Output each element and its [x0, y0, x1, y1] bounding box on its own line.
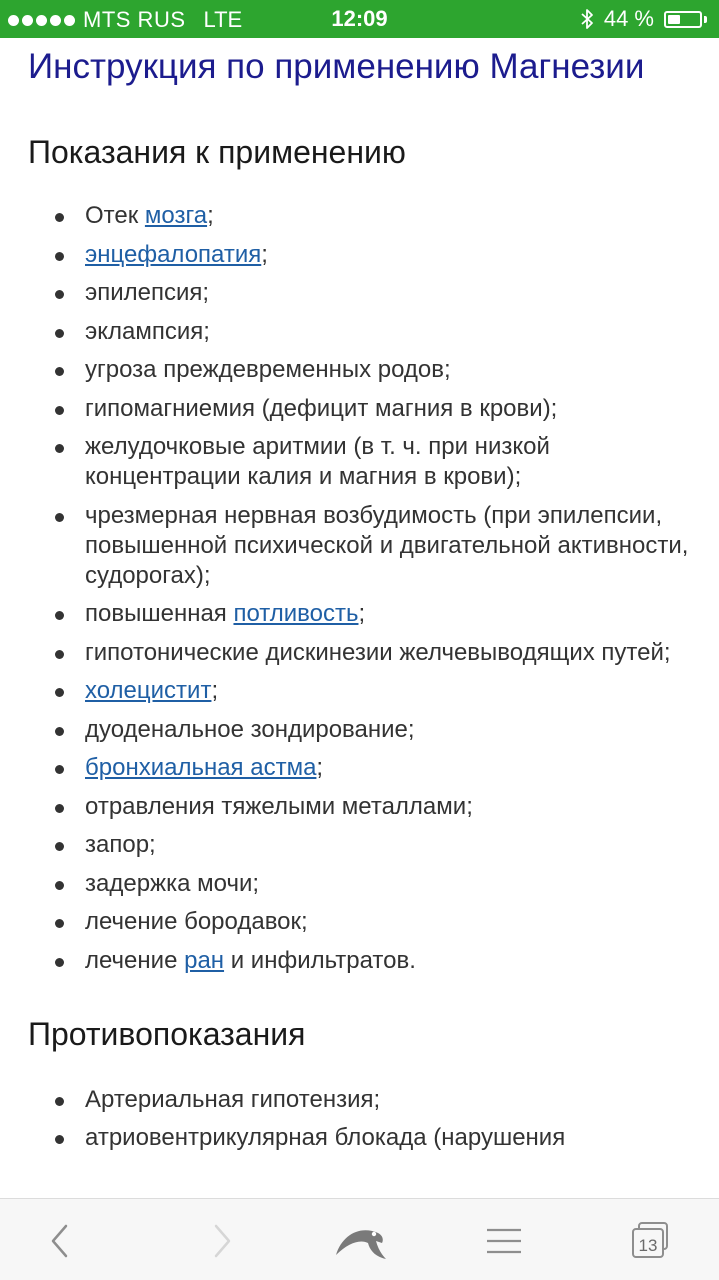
list-item — [28, 676, 698, 706]
list-item-text: желудочковые аритмии (в т. ч. при низкой концентрации калия и магния в крови); — [85, 433, 550, 490]
list-item-suffix: и инфильтратов. — [224, 946, 416, 974]
list-item-suffix: ; — [207, 202, 214, 229]
list-item-suffix: ; — [358, 600, 366, 627]
page-title: Инструкция по применению Магнезии — [28, 48, 645, 86]
list-item — [28, 715, 698, 745]
status-bar — [0, 0, 719, 38]
bluetooth-icon — [580, 8, 594, 30]
dolphin-icon — [332, 1219, 388, 1263]
list-item — [28, 432, 698, 492]
menu-button[interactable] — [482, 1219, 526, 1263]
list-item-link[interactable]: энцефалопатия — [85, 240, 262, 268]
list-item-link[interactable]: бронхиальная астма — [85, 754, 317, 781]
tabs-icon — [629, 1221, 673, 1261]
list-item-text: запор; — [85, 831, 156, 858]
menu-icon — [485, 1226, 523, 1256]
contraindications-heading: Противопоказания — [28, 1015, 306, 1052]
list-item-text: угроза преждевременных родов; — [85, 356, 451, 383]
list-item — [28, 501, 698, 591]
list-item-suffix: ; — [261, 240, 268, 268]
list-item — [28, 1123, 698, 1153]
list-item — [28, 317, 698, 347]
tabs-button[interactable] — [627, 1219, 675, 1263]
list-item-text: Артериальная гипотензия; — [85, 1085, 381, 1113]
list-item — [28, 355, 698, 385]
list-item — [28, 240, 698, 270]
indications-heading: Показания к применению — [28, 134, 406, 170]
list-item-text: эклампсия; — [85, 317, 210, 345]
list-item-link[interactable]: потливость — [233, 600, 359, 627]
list-item — [28, 907, 698, 937]
list-item-link[interactable]: холецистит — [85, 677, 212, 704]
back-icon — [48, 1223, 72, 1259]
status-right — [580, 6, 707, 32]
browser-toolbar — [0, 1198, 719, 1280]
contraindications-list — [28, 1085, 698, 1154]
list-item-text: задержка мочи; — [85, 869, 260, 897]
battery-percent: 44 % — [603, 6, 654, 31]
list-item — [28, 1085, 698, 1115]
forward-button[interactable] — [200, 1219, 244, 1263]
battery-tip — [704, 16, 707, 23]
list-item — [28, 599, 698, 629]
list-item-text: эпилепсия; — [85, 279, 210, 306]
list-item-text: повышенная — [85, 600, 234, 627]
status-time: 12:09 — [331, 6, 388, 31]
indications-list — [28, 201, 698, 976]
list-item-text: Отек — [85, 202, 145, 229]
network-type: LTE — [203, 7, 243, 32]
list-item-link[interactable]: ран — [184, 946, 225, 974]
list-item — [28, 869, 698, 899]
list-item — [28, 278, 698, 308]
list-item-text: лечение бородавок; — [85, 908, 308, 935]
list-item-text: атриовентрикулярная блокада (нарушения — [85, 1124, 566, 1151]
list-item — [28, 792, 698, 822]
list-item — [28, 638, 698, 668]
list-item-link[interactable]: мозга — [144, 202, 208, 229]
list-item-suffix: ; — [211, 677, 219, 704]
list-item-suffix: ; — [316, 754, 324, 781]
forward-icon — [210, 1223, 234, 1259]
list-item-text: отравления тяжелыми металлами; — [85, 792, 473, 820]
list-item-text: лечение — [85, 946, 185, 974]
list-item — [28, 946, 698, 976]
back-button[interactable] — [38, 1219, 82, 1263]
tabs-count: 13 — [638, 1236, 658, 1255]
list-item — [28, 201, 698, 231]
list-item — [28, 394, 698, 424]
list-item-text: дуоденальное зондирование; — [85, 715, 415, 743]
list-item-text: гипотонические дискинезии желчевыводящих путей; — [85, 638, 671, 666]
battery-icon — [664, 11, 702, 28]
carrier-name: MTS RUS — [83, 7, 186, 32]
list-item — [28, 753, 698, 783]
list-item-text: гипомагниемия (дефицит магния в крови); — [85, 394, 558, 422]
dolphin-button[interactable] — [330, 1219, 390, 1263]
list-item — [28, 830, 698, 860]
list-item-text: чрезмерная нервная возбудимость (при эпилепсии, повышенной психической и двигательной активности, судорогах); — [85, 501, 689, 589]
article-content — [28, 48, 698, 1198]
